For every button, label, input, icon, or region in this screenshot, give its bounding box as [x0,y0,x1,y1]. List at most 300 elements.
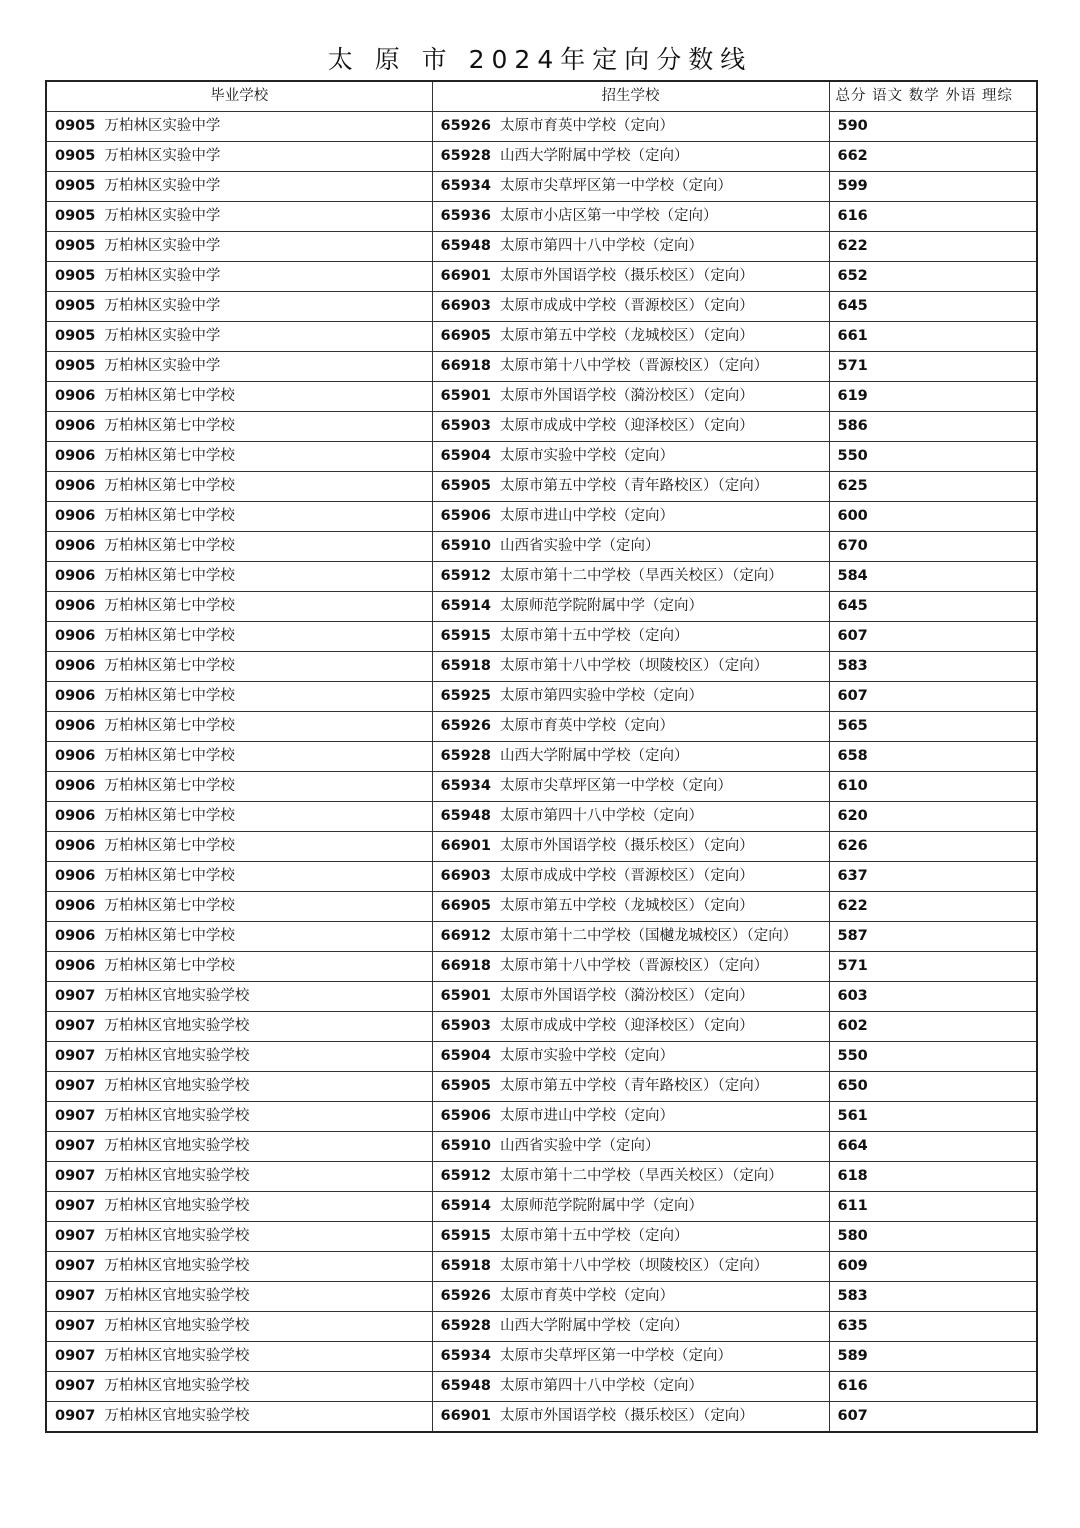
enrollment-school-code: 66918 [440,958,491,974]
score-cell [829,1132,1037,1162]
table-row [46,682,1037,712]
graduation-school-code: 0907 [55,1228,96,1244]
total-score: 599 [837,178,868,194]
table-header [46,81,1037,112]
enrollment-school-cell [432,232,829,262]
table-row [46,202,1037,232]
total-score: 645 [837,298,868,314]
enrollment-school-code: 65912 [440,1168,491,1184]
total-score: 661 [837,328,868,344]
graduation-school-code: 0906 [55,868,96,884]
table-row [46,982,1037,1012]
enrollment-school-cell [432,1102,829,1132]
table-row [46,532,1037,562]
score-cell [829,472,1037,502]
enrollment-school-cell [432,352,829,382]
graduation-school-name: 万柏林区第七中学校 [104,568,235,584]
score-cell [829,982,1037,1012]
total-score: 583 [837,658,868,674]
enrollment-school-code: 65926 [440,718,491,734]
total-score: 622 [837,898,868,914]
table-row [46,1072,1037,1102]
enrollment-school-cell [432,1162,829,1192]
graduation-school-name: 万柏林区实验中学 [104,148,221,164]
enrollment-school-name: 太原市育英中学校（定向） [499,1288,674,1304]
enrollment-school-name: 太原市育英中学校（定向） [499,718,674,734]
enrollment-school-code: 65918 [440,658,491,674]
enrollment-school-code: 65914 [440,598,491,614]
enrollment-school-code: 65915 [440,1228,491,1244]
score-cell [829,652,1037,682]
enrollment-school-name: 山西省实验中学（定向） [499,1138,660,1154]
enrollment-school-code: 65903 [440,418,491,434]
enrollment-school-code: 65934 [440,178,491,194]
score-cell [829,1042,1037,1072]
graduation-school-code: 0906 [55,418,96,434]
enrollment-school-name: 太原市第五中学校（青年路校区）（定向） [499,1078,769,1094]
enrollment-school-cell [432,1222,829,1252]
graduation-school-name: 万柏林区第七中学校 [104,838,235,854]
table-row [46,622,1037,652]
graduation-school-name: 万柏林区实验中学 [104,268,221,284]
score-cell [829,1402,1037,1433]
graduation-school-name: 万柏林区官地实验学校 [104,1048,250,1064]
score-cell [829,412,1037,442]
table-row [46,112,1037,142]
total-score: 650 [837,1078,868,1094]
total-score: 590 [837,118,868,134]
graduation-school-name: 万柏林区第七中学校 [104,898,235,914]
score-cell [829,232,1037,262]
total-score: 619 [837,388,868,404]
enrollment-school-code: 65918 [440,1258,491,1274]
enrollment-school-cell [432,982,829,1012]
enrollment-school-name: 太原市第四十八中学校（定向） [499,808,703,824]
enrollment-school-name: 太原市尖草坪区第一中学校（定向） [499,178,732,194]
enrollment-school-code: 65948 [440,238,491,254]
enrollment-school-cell [432,892,829,922]
enrollment-school-code: 65912 [440,568,491,584]
total-score: 616 [837,208,868,224]
table-row [46,742,1037,772]
graduation-school-cell [46,232,432,262]
graduation-school-cell [46,1012,432,1042]
table-row [46,832,1037,862]
score-cell [829,622,1037,652]
enrollment-school-name: 太原市成成中学校（晋源校区）（定向） [499,868,754,884]
table-row [46,652,1037,682]
header-row [46,81,1037,112]
enrollment-school-name: 太原市实验中学校（定向） [499,448,674,464]
score-cell [829,262,1037,292]
graduation-school-name: 万柏林区第七中学校 [104,388,235,404]
score-cell [829,172,1037,202]
enrollment-school-code: 66901 [440,838,491,854]
total-score: 658 [837,748,868,764]
graduation-school-code: 0907 [55,1198,96,1214]
graduation-school-name: 万柏林区第七中学校 [104,478,235,494]
total-score: 580 [837,1228,868,1244]
graduation-school-cell [46,982,432,1012]
table-row [46,382,1037,412]
enrollment-school-cell [432,832,829,862]
graduation-school-cell [46,562,432,592]
enrollment-school-cell [432,772,829,802]
enrollment-school-cell [432,652,829,682]
enrollment-school-code: 66912 [440,928,491,944]
graduation-school-name: 万柏林区实验中学 [104,208,221,224]
graduation-school-code: 0907 [55,1138,96,1154]
enrollment-school-code: 66903 [440,298,491,314]
table-row [46,1402,1037,1433]
enrollment-school-name: 太原市第四十八中学校（定向） [499,238,703,254]
enrollment-school-name: 太原市外国语学校（摄乐校区）（定向） [499,1408,754,1424]
graduation-school-name: 万柏林区官地实验学校 [104,988,250,1004]
enrollment-school-cell [432,382,829,412]
graduation-school-code: 0907 [55,1108,96,1124]
score-cell [829,922,1037,952]
score-cell [829,442,1037,472]
total-score: 571 [837,958,868,974]
enrollment-school-name: 太原市第五中学校（龙城校区）（定向） [499,328,754,344]
enrollment-school-cell [432,1402,829,1433]
header-enrollment-school: 招生学校 [432,81,829,112]
graduation-school-name: 万柏林区第七中学校 [104,448,235,464]
graduation-school-name: 万柏林区官地实验学校 [104,1318,250,1334]
graduation-school-cell [46,262,432,292]
enrollment-school-name: 太原市尖草坪区第一中学校（定向） [499,778,732,794]
graduation-school-cell [46,712,432,742]
total-score: 652 [837,268,868,284]
table-row [46,712,1037,742]
enrollment-school-code: 66903 [440,868,491,884]
graduation-school-code: 0907 [55,1168,96,1184]
enrollment-school-code: 65948 [440,1378,491,1394]
table-row [46,1012,1037,1042]
enrollment-school-code: 65928 [440,1318,491,1334]
score-cell [829,1312,1037,1342]
graduation-school-name: 万柏林区官地实验学校 [104,1198,250,1214]
table-row [46,1162,1037,1192]
total-score: 550 [837,1048,868,1064]
graduation-school-name: 万柏林区第七中学校 [104,658,235,674]
graduation-school-cell [46,322,432,352]
graduation-school-code: 0906 [55,718,96,734]
graduation-school-code: 0905 [55,118,96,134]
score-cell [829,1012,1037,1042]
score-cell [829,772,1037,802]
enrollment-school-name: 太原市外国语学校（漪汾校区）（定向） [499,988,754,1004]
graduation-school-name: 万柏林区第七中学校 [104,928,235,944]
enrollment-school-code: 65936 [440,208,491,224]
enrollment-school-code: 65905 [440,1078,491,1094]
table-row [46,1312,1037,1342]
score-cell [829,352,1037,382]
enrollment-school-name: 太原市第四十八中学校（定向） [499,1378,703,1394]
graduation-school-code: 0907 [55,1018,96,1034]
graduation-school-code: 0907 [55,1408,96,1424]
enrollment-school-name: 太原市尖草坪区第一中学校（定向） [499,1348,732,1364]
enrollment-school-cell [432,1072,829,1102]
total-score: 586 [837,418,868,434]
enrollment-school-name: 太原市第十八中学校（坝陵校区）（定向） [499,658,769,674]
header-graduation-school: 毕业学校 [46,81,432,112]
graduation-school-cell [46,1132,432,1162]
table-row [46,502,1037,532]
score-cell [829,742,1037,772]
enrollment-school-code: 65928 [440,748,491,764]
enrollment-school-name: 太原市第四实验中学校（定向） [499,688,703,704]
graduation-school-name: 万柏林区官地实验学校 [104,1408,250,1424]
graduation-school-code: 0905 [55,298,96,314]
score-cell [829,1072,1037,1102]
graduation-school-cell [46,1192,432,1222]
enrollment-school-cell [432,1372,829,1402]
enrollment-school-cell [432,922,829,952]
graduation-school-name: 万柏林区实验中学 [104,358,221,374]
graduation-school-code: 0906 [55,958,96,974]
enrollment-school-name: 太原市第十八中学校（晋源校区）（定向） [499,358,769,374]
graduation-school-name: 万柏林区第七中学校 [104,748,235,764]
graduation-school-cell [46,1312,432,1342]
enrollment-school-name: 太原市第十八中学校（坝陵校区）（定向） [499,1258,769,1274]
enrollment-school-code: 66901 [440,268,491,284]
enrollment-school-cell [432,622,829,652]
enrollment-school-code: 65906 [440,1108,491,1124]
graduation-school-cell [46,1372,432,1402]
graduation-school-name: 万柏林区第七中学校 [104,598,235,614]
enrollment-school-name: 太原市第十五中学校（定向） [499,1228,689,1244]
table-row [46,1132,1037,1162]
graduation-school-name: 万柏林区官地实验学校 [104,1378,250,1394]
total-score: 626 [837,838,868,854]
graduation-school-code: 0907 [55,1078,96,1094]
enrollment-school-cell [432,1042,829,1072]
enrollment-school-cell [432,322,829,352]
enrollment-school-cell [432,1012,829,1042]
total-score: 600 [837,508,868,524]
enrollment-school-code: 65901 [440,388,491,404]
graduation-school-name: 万柏林区官地实验学校 [104,1078,250,1094]
score-table [45,80,1038,1433]
total-score: 589 [837,1348,868,1364]
graduation-school-code: 0906 [55,898,96,914]
total-score: 622 [837,238,868,254]
total-score: 607 [837,1408,868,1424]
enrollment-school-name: 太原市实验中学校（定向） [499,1048,674,1064]
table-row [46,802,1037,832]
score-cell [829,562,1037,592]
enrollment-school-name: 太原市进山中学校（定向） [499,508,674,524]
graduation-school-cell [46,412,432,442]
total-score: 618 [837,1168,868,1184]
total-score: 609 [837,1258,868,1274]
graduation-school-code: 0906 [55,778,96,794]
enrollment-school-code: 65914 [440,1198,491,1214]
score-cell [829,1282,1037,1312]
enrollment-school-code: 65925 [440,688,491,704]
enrollment-school-code: 65915 [440,628,491,644]
enrollment-school-name: 山西省实验中学（定向） [499,538,660,554]
table-row [46,292,1037,322]
graduation-school-code: 0906 [55,688,96,704]
graduation-school-code: 0907 [55,1348,96,1364]
total-score: 550 [837,448,868,464]
total-score: 635 [837,1318,868,1334]
enrollment-school-name: 太原市成成中学校（迎泽校区）（定向） [499,1018,754,1034]
enrollment-school-name: 山西大学附属中学校（定向） [499,1318,689,1334]
table-row [46,592,1037,622]
enrollment-school-name: 太原市外国语学校（摄乐校区）（定向） [499,268,754,284]
graduation-school-cell [46,592,432,622]
graduation-school-cell [46,1402,432,1433]
graduation-school-code: 0905 [55,208,96,224]
total-score: 587 [837,928,868,944]
score-cell [829,1342,1037,1372]
enrollment-school-name: 太原师范学院附属中学（定向） [499,1198,703,1214]
enrollment-school-cell [432,1312,829,1342]
graduation-school-cell [46,832,432,862]
total-score: 645 [837,598,868,614]
graduation-school-code: 0906 [55,628,96,644]
graduation-school-cell [46,892,432,922]
enrollment-school-cell [432,712,829,742]
enrollment-school-cell [432,412,829,442]
score-cell [829,682,1037,712]
table-row [46,232,1037,262]
graduation-school-cell [46,1282,432,1312]
total-score: 625 [837,478,868,494]
enrollment-school-code: 65906 [440,508,491,524]
table-row [46,862,1037,892]
total-score: 611 [837,1198,868,1214]
total-score: 662 [837,148,868,164]
score-cell [829,1162,1037,1192]
score-cell [829,1192,1037,1222]
graduation-school-code: 0907 [55,1258,96,1274]
graduation-school-cell [46,172,432,202]
table-row [46,1192,1037,1222]
graduation-school-code: 0907 [55,1288,96,1304]
enrollment-school-code: 65905 [440,478,491,494]
enrollment-school-cell [432,592,829,622]
total-score: 670 [837,538,868,554]
graduation-school-code: 0905 [55,358,96,374]
table-row [46,262,1037,292]
graduation-school-code: 0906 [55,448,96,464]
enrollment-school-cell [432,172,829,202]
enrollment-school-name: 太原市成成中学校（晋源校区）（定向） [499,298,754,314]
enrollment-school-cell [432,1252,829,1282]
total-score: 565 [837,718,868,734]
table-row [46,922,1037,952]
total-score: 602 [837,1018,868,1034]
total-score: 561 [837,1108,868,1124]
enrollment-school-code: 65934 [440,778,491,794]
graduation-school-name: 万柏林区第七中学校 [104,628,235,644]
graduation-school-name: 万柏林区官地实验学校 [104,1138,250,1154]
score-cell [829,1222,1037,1252]
enrollment-school-cell [432,1192,829,1222]
graduation-school-code: 0906 [55,928,96,944]
score-cell [829,712,1037,742]
graduation-school-cell [46,622,432,652]
score-cell [829,952,1037,982]
enrollment-school-code: 65903 [440,1018,491,1034]
enrollment-school-code: 65910 [440,1138,491,1154]
graduation-school-cell [46,1072,432,1102]
graduation-school-name: 万柏林区官地实验学校 [104,1168,250,1184]
graduation-school-name: 万柏林区官地实验学校 [104,1018,250,1034]
graduation-school-name: 万柏林区实验中学 [104,328,221,344]
score-cell [829,382,1037,412]
table-row [46,172,1037,202]
graduation-school-cell [46,502,432,532]
enrollment-school-name: 太原市第十二中学校（旱西关校区）（定向） [499,568,783,584]
score-cell [829,292,1037,322]
graduation-school-cell [46,1342,432,1372]
enrollment-school-cell [432,112,829,142]
graduation-school-name: 万柏林区第七中学校 [104,868,235,884]
graduation-school-name: 万柏林区官地实验学校 [104,1258,250,1274]
enrollment-school-name: 太原市育英中学校（定向） [499,118,674,134]
total-score: 620 [837,808,868,824]
graduation-school-code: 0907 [55,1318,96,1334]
enrollment-school-cell [432,952,829,982]
enrollment-school-code: 65928 [440,148,491,164]
enrollment-school-code: 65904 [440,1048,491,1064]
score-cell [829,592,1037,622]
enrollment-school-name: 太原市第五中学校（龙城校区）（定向） [499,898,754,914]
table-row [46,1102,1037,1132]
graduation-school-name: 万柏林区实验中学 [104,238,221,254]
total-score: 616 [837,1378,868,1394]
table-row [46,412,1037,442]
graduation-school-cell [46,112,432,142]
graduation-school-name: 万柏林区第七中学校 [104,688,235,704]
enrollment-school-cell [432,562,829,592]
enrollment-school-name: 太原市外国语学校（漪汾校区）（定向） [499,388,754,404]
graduation-school-name: 万柏林区第七中学校 [104,808,235,824]
enrollment-school-name: 太原师范学院附属中学（定向） [499,598,703,614]
enrollment-school-cell [432,682,829,712]
graduation-school-cell [46,862,432,892]
score-cell [829,202,1037,232]
graduation-school-cell [46,1162,432,1192]
graduation-school-cell [46,142,432,172]
enrollment-school-cell [432,1282,829,1312]
graduation-school-cell [46,352,432,382]
score-cell [829,1372,1037,1402]
table-body [46,112,1037,1433]
enrollment-school-cell [432,262,829,292]
graduation-school-cell [46,202,432,232]
score-cell [829,532,1037,562]
graduation-school-name: 万柏林区官地实验学校 [104,1348,250,1364]
score-cell [829,1252,1037,1282]
enrollment-school-cell [432,1342,829,1372]
graduation-school-code: 0906 [55,538,96,554]
graduation-school-code: 0906 [55,598,96,614]
graduation-school-code: 0905 [55,328,96,344]
score-cell [829,1102,1037,1132]
total-score: 584 [837,568,868,584]
graduation-school-name: 万柏林区官地实验学校 [104,1108,250,1124]
table-row [46,1282,1037,1312]
total-score: 607 [837,628,868,644]
score-cell [829,802,1037,832]
enrollment-school-cell [432,742,829,772]
